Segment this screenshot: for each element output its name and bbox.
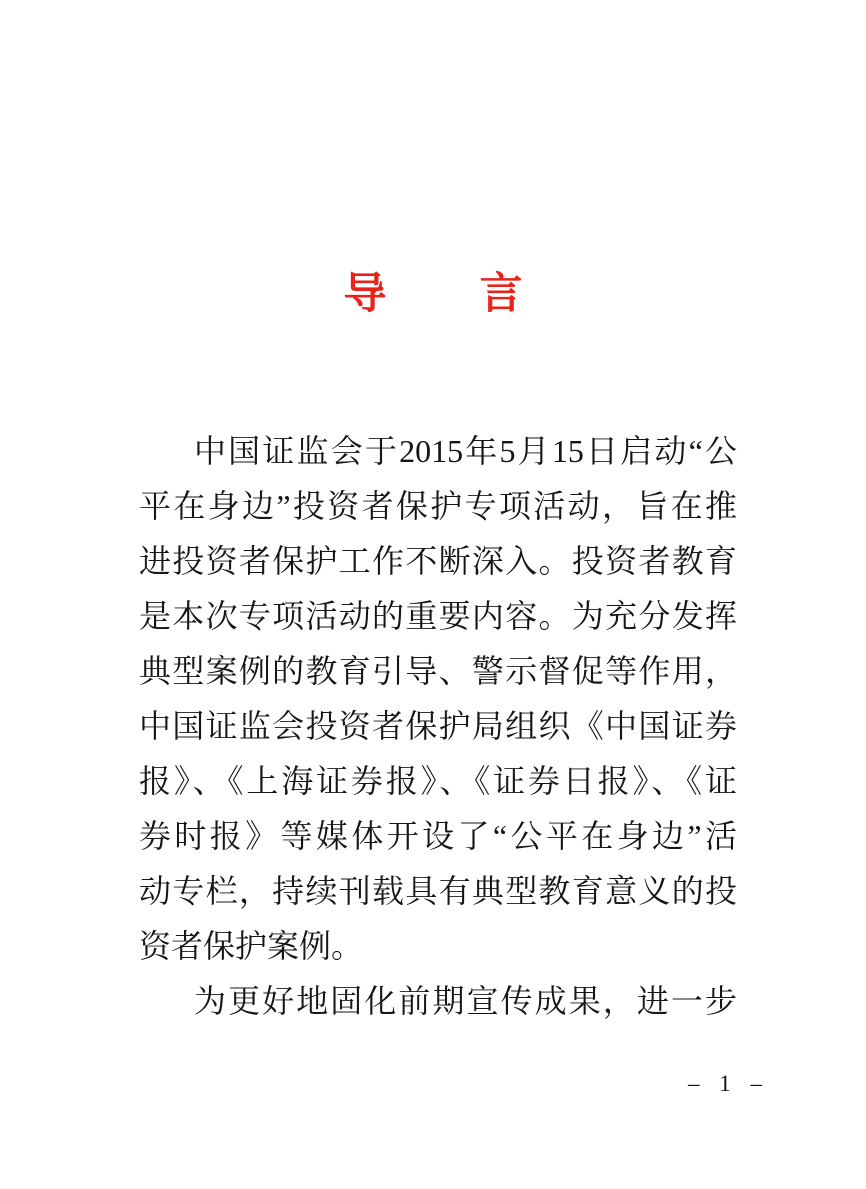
text-line: 报》、《上海证券报》、《证券日报》、《证 [139,763,737,799]
text-line: 为更好地固化前期宣传成果，进一步 [194,983,737,1019]
text-line: 平在身边”投资者保护专项活动，旨在推 [139,488,737,524]
text-line: 是本次专项活动的重要内容。为充分发挥 [139,598,737,634]
text-line: 典型案例的教育引导、警示督促等作用， [139,653,737,689]
text-line: 中国证监会投资者保护局组织《中国证券 [139,708,737,744]
text-line: 进投资者保护工作不断深入。投资者教育 [139,543,737,579]
page-number: – 1 – [688,1071,763,1096]
text-line: 券时报》等媒体开设了“公平在身边”活 [139,818,737,854]
title-char-2: 言 [479,270,523,318]
text-line: 资者保护案例。 [139,928,364,964]
body-text [139,424,737,1029]
text-line: 中国证监会于2015年5月15日启动“公 [194,433,737,469]
title-char-1: 导 [343,270,387,318]
page-title [0,272,866,318]
text-line: 动专栏，持续刊载具有典型教育意义的投 [139,873,737,909]
